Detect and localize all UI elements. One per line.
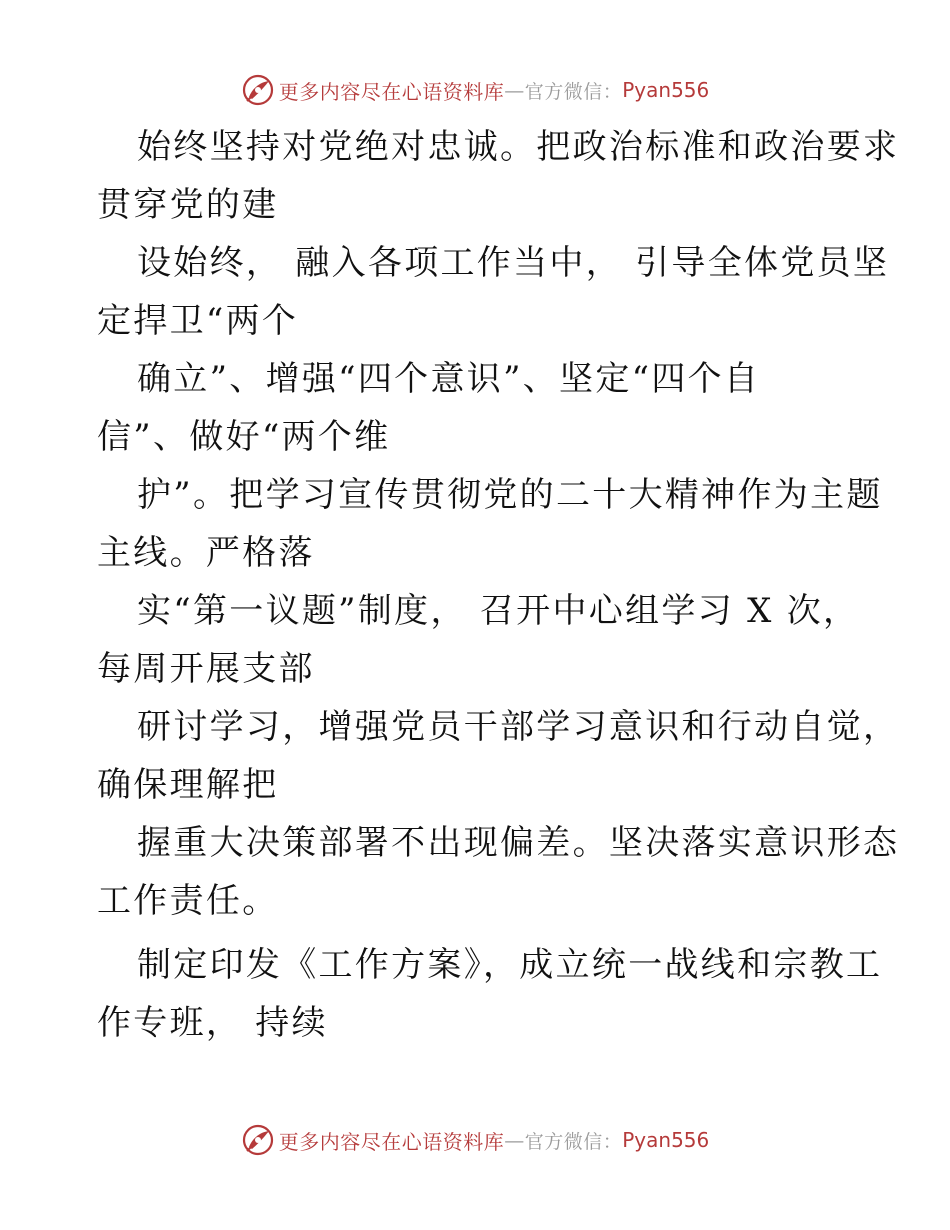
banner-text: 更多内容尽在心语资料库 <box>278 1129 505 1154</box>
text-line: 工作责任。 <box>97 881 279 921</box>
banner-separator: — <box>504 1128 525 1152</box>
text-line: 确保理解把 <box>97 765 279 805</box>
header-banner <box>0 70 950 110</box>
text-line: 确立”、增强“四个意识”、坚定“四个自 <box>137 359 761 399</box>
footer-banner <box>0 1120 950 1160</box>
banner-text: 更多内容尽在心语资料库 <box>278 79 505 104</box>
banner-wechat-id: Pyan556 <box>622 78 710 102</box>
text-line: 设始终， 融入各项工作当中， 引导全体党员坚 <box>137 243 890 283</box>
text-line: 主线。严格落 <box>97 533 315 573</box>
text-line: 贯穿党的建 <box>97 185 279 225</box>
banner-label: 官方微信： <box>524 1130 623 1153</box>
text-line: 定捍卫“两个 <box>97 301 299 341</box>
pen-nib-circle-logo <box>241 73 275 107</box>
banner-wechat-id: Pyan556 <box>622 1128 710 1152</box>
text-line: 实“第一议题”制度， 召开中心组学习 X 次， <box>137 591 860 631</box>
text-line: 信”、做好“两个维 <box>97 417 391 457</box>
text-line: 每周开展支部 <box>97 649 315 689</box>
text-line: 握重大决策部署不出现偏差。坚决落实意识形态 <box>137 823 900 863</box>
text-line: 始终坚持对党绝对忠诚。把政治标准和政治要求 <box>137 127 900 167</box>
banner-separator: — <box>504 78 525 102</box>
pen-nib-circle-logo <box>241 1123 275 1157</box>
banner-label: 官方微信： <box>524 80 623 103</box>
text-line: 护”。把学习宣传贯彻党的二十大精神作为主题 <box>137 475 883 515</box>
text-line: 作专班， 持续 <box>97 1003 328 1043</box>
text-line: 研讨学习，增强党员干部学习意识和行动自觉， <box>137 707 900 747</box>
text-line: 制定印发《工作方案》，成立统一战线和宗教工 <box>137 945 883 985</box>
